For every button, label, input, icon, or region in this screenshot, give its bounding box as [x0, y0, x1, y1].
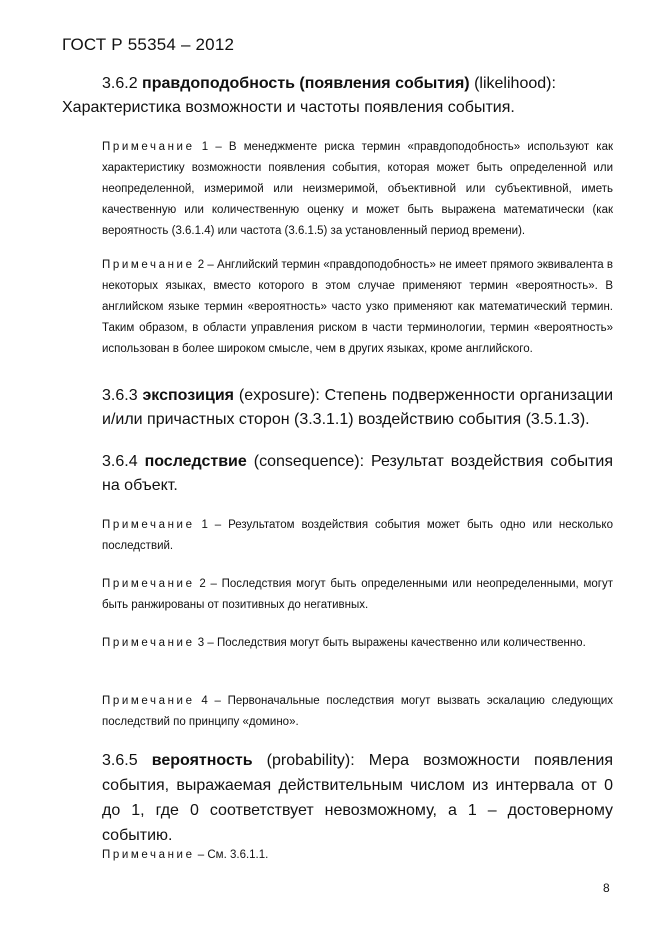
note-label: Примечание [102, 578, 195, 590]
note-label: Примечание [102, 695, 195, 707]
note-number: 1 [201, 141, 209, 153]
note-label: Примечание [102, 259, 195, 271]
note-3-6-4-3 [62, 633, 613, 654]
note-number: 4 [201, 695, 208, 707]
term-entry-3-6-3 [62, 384, 613, 432]
term-name: экспозиция [142, 387, 235, 404]
term-definition-3-6-2: Характеристика возможности и частоты появления события. [62, 99, 515, 116]
term-number: 3.6.2 [102, 75, 138, 92]
note-3-6-2-1 [62, 137, 613, 242]
note-label: Примечание [102, 637, 195, 649]
note-label: Примечание [102, 849, 195, 861]
note-3-6-2-2 [62, 255, 613, 360]
note-text: – Первоначальные последствия могут вызвать эскалацию следующих последствий по принципу «домино». [102, 695, 613, 728]
term-definition: Степень подверженности организации и/или причастных сторон (3.3.1.1) воздействию события (3.5.1.3). [102, 387, 614, 428]
note-text: – Последствия могут быть выражены качественно или количественно. [207, 637, 586, 649]
term-number: 3.6.4 [102, 453, 138, 470]
note-3-6-4-4 [62, 691, 613, 733]
term-definition: Результат воздействия события на объект. [102, 453, 614, 494]
term-english: (likelihood): [474, 75, 556, 92]
term-number: 3.6.3 [102, 387, 138, 404]
note-number: 2 [197, 259, 205, 271]
note-number: 1 [201, 519, 208, 531]
note-number: 3 [197, 637, 205, 649]
note-text: – Результатом воздействия события может быть одно или несколько последствий. [102, 519, 613, 552]
note-text: – См. 3.6.1.1. [197, 849, 269, 861]
note-text: – Последствия могут быть определенными или неопределенными, могут быть ранжированы от позитивных до негативных. [102, 578, 614, 611]
note-number: 2 [199, 578, 206, 590]
term-english: (exposure): [238, 387, 320, 404]
note-text: – Английский термин «правдоподобность» не имеет прямого эквивалента в некоторых языках, вместо которого в этом случае применяют термин «вероятность». В английском языке термин «вероятность» часто узко применяют как математический термин. Таким образом, в области управления риском в части терминологии, термин «вероятность» использован в более широком смысле, чем в других языках, кроме английского. [102, 259, 613, 355]
note-label: Примечание [102, 141, 195, 153]
term-english: (consequence): [253, 453, 365, 470]
term-name: правдоподобность (появления события) [142, 75, 470, 92]
page-number: 8 [603, 881, 610, 895]
note-3-6-4-1 [62, 515, 613, 557]
term-entry-3-6-2 [62, 72, 613, 96]
note-3-6-4-2 [62, 574, 613, 616]
term-number: 3.6.5 [102, 752, 138, 769]
note-3-6-5 [62, 845, 613, 866]
term-english: (probability): [266, 752, 355, 769]
term-name: вероятность [151, 752, 253, 769]
term-entry-3-6-4 [62, 450, 613, 498]
note-text: – В менеджменте риска термин «правдоподобность» используют как характеристику возможности появления события, которая может быть определенной или неопределенной, измеримой или неизмеримой, объективной или субъективной, иметь качественную или количественную оценку и может быть выражена математически (как вероятность (3.6.1.4) или частота (3.6.1.5) за установленный период времени). [102, 141, 613, 237]
term-definition: Мера возможности появления события, выражаемая действительным числом из интервала от 0 до 1, где 0 соответствует невозможному, а 1 – достоверному событию. [102, 752, 614, 844]
note-label: Примечание [102, 519, 195, 531]
term-entry-3-6-5 [62, 748, 613, 848]
term-name: последствие [144, 453, 247, 470]
document-header: ГОСТ Р 55354 – 2012 [62, 35, 235, 54]
